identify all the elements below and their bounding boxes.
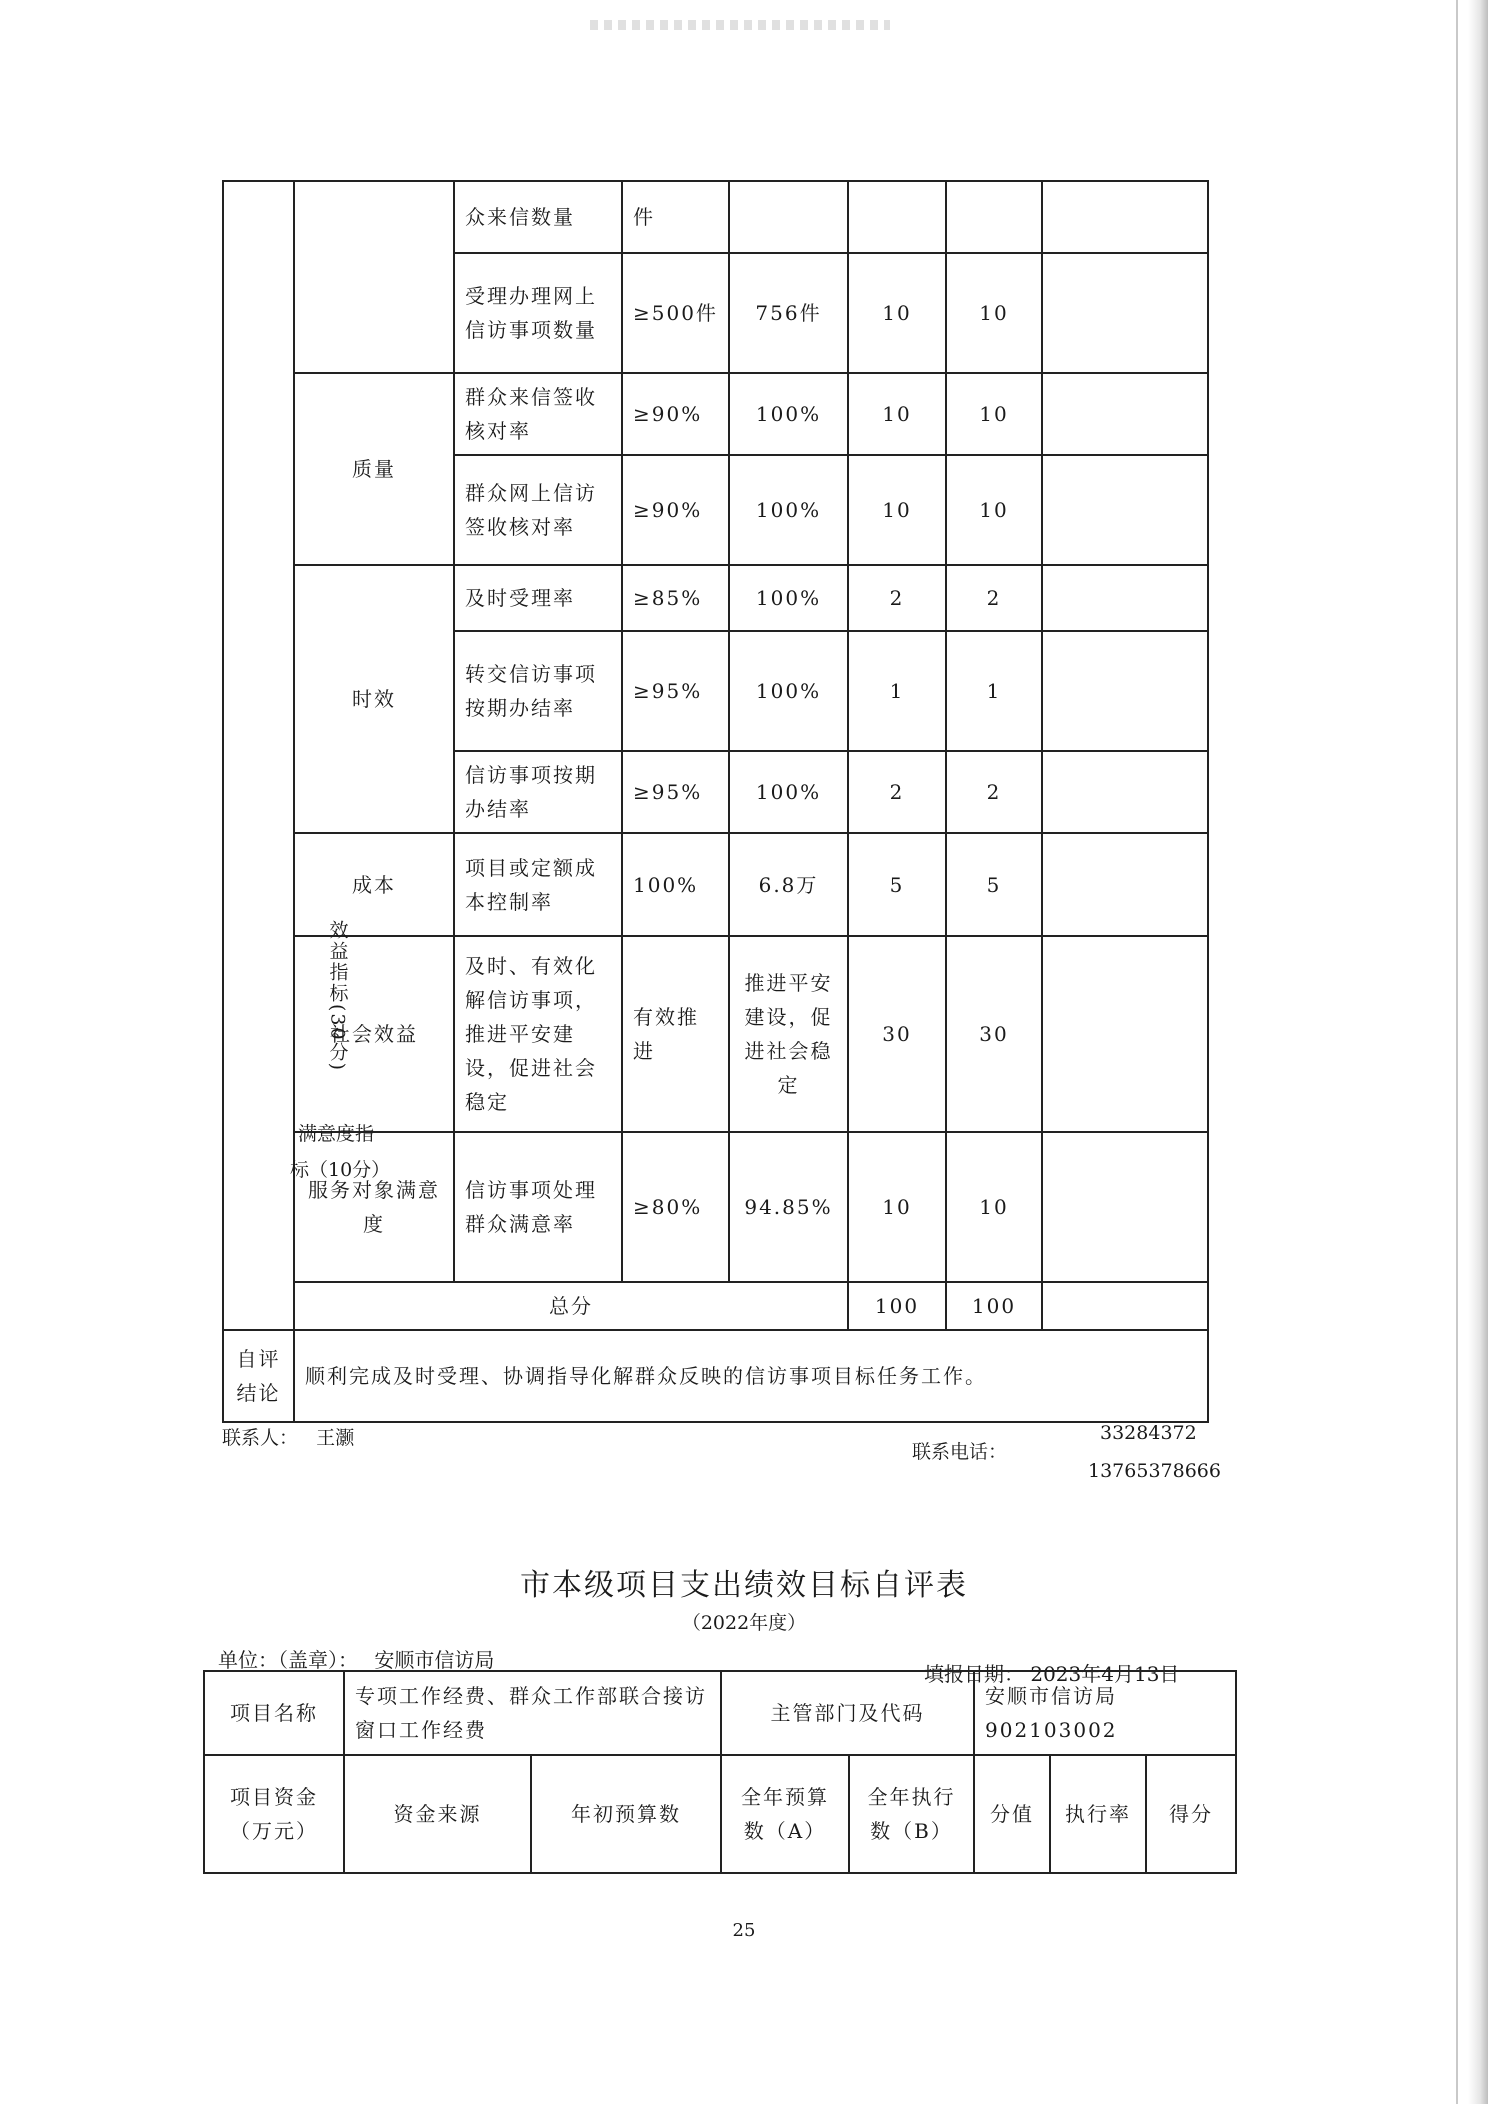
indicator-actual: 100% — [729, 751, 848, 833]
form-unit — [218, 1644, 494, 1673]
indicator-weight: 2 — [848, 565, 946, 631]
indicator-weight — [848, 181, 946, 253]
indicator-name: 转交信访事项按期办结率 — [454, 631, 622, 751]
table-row — [223, 181, 1208, 253]
header-executed: 全年执行数（B） — [849, 1755, 974, 1873]
indicator-remark — [1042, 373, 1208, 455]
indicator-name: 众来信数量 — [454, 181, 622, 253]
form-date-value: 2023年4月13日 — [1030, 1662, 1180, 1686]
dept-code: 902103002 — [985, 1718, 1118, 1742]
indicator-score: 10 — [946, 373, 1042, 455]
fund-label: 项目资金（万元） — [204, 1755, 344, 1873]
contact-person-name: 王灏 — [316, 1427, 355, 1449]
indicator-remark — [1042, 181, 1208, 253]
indicator-target: 100% — [622, 833, 729, 936]
indicator-score — [946, 181, 1042, 253]
indicator-score: 10 — [946, 253, 1042, 373]
indicator-weight: 30 — [848, 936, 946, 1132]
category-social: 社会效益 — [294, 936, 454, 1132]
indicator-actual: 100% — [729, 373, 848, 455]
indicator-actual: 6.8万 — [729, 833, 848, 936]
indicator-remark — [1042, 936, 1208, 1132]
conclusion-row — [223, 1330, 1208, 1422]
table-row — [223, 565, 1208, 631]
scan-edge — [1468, 0, 1488, 2104]
contact-person — [222, 1423, 354, 1450]
indicator-name: 及时受理率 — [454, 565, 622, 631]
indicator-name: 群众网上信访签收核对率 — [454, 455, 622, 565]
category-cell-quantity — [294, 181, 454, 373]
indicator-name: 受理办理网上信访事项数量 — [454, 253, 622, 373]
indicator-table — [222, 180, 1209, 1423]
indicator-target: ≥80% — [622, 1132, 729, 1282]
group-cell-output — [223, 181, 294, 1330]
header-weight: 分值 — [974, 1755, 1050, 1873]
form-year: （2022年度） — [681, 1612, 807, 1634]
indicator-remark — [1042, 833, 1208, 936]
indicator-target: ≥95% — [622, 751, 729, 833]
indicator-score: 10 — [946, 1132, 1042, 1282]
indicator-target: 件 — [622, 181, 729, 253]
project-name-value: 专项工作经费、群众工作部联合接访窗口工作经费 — [344, 1671, 721, 1755]
category-cost: 成本 — [294, 833, 454, 936]
project-table — [203, 1670, 1237, 1874]
total-weight: 100 — [848, 1282, 946, 1330]
indicator-actual: 94.85% — [729, 1132, 848, 1282]
indicator-remark — [1042, 455, 1208, 565]
indicator-remark — [1042, 253, 1208, 373]
form-title: 市本级项目支出绩效目标自评表 — [520, 1568, 968, 1603]
indicator-actual: 推进平安建设，促进社会稳定 — [729, 936, 848, 1132]
indicator-weight: 5 — [848, 833, 946, 936]
table-row — [223, 833, 1208, 936]
indicator-actual: 100% — [729, 455, 848, 565]
category-service: 服务对象满意度 — [294, 1132, 454, 1282]
indicator-score: 2 — [946, 565, 1042, 631]
indicator-name: 信访事项处理群众满意率 — [454, 1132, 622, 1282]
header-initial: 年初预算数 — [531, 1755, 721, 1873]
indicator-target: ≥95% — [622, 631, 729, 751]
table-row — [204, 1755, 1236, 1873]
indicator-target: ≥90% — [622, 373, 729, 455]
header-source: 资金来源 — [344, 1755, 531, 1873]
category-quality: 质量 — [294, 373, 454, 565]
contact-phone-1: 33284372 — [1100, 1422, 1197, 1444]
indicator-remark — [1042, 565, 1208, 631]
indicator-weight: 1 — [848, 631, 946, 751]
indicator-name: 项目或定额成本控制率 — [454, 833, 622, 936]
indicator-weight: 10 — [848, 253, 946, 373]
indicator-score: 5 — [946, 833, 1042, 936]
total-row — [223, 1282, 1208, 1330]
indicator-weight: 10 — [848, 373, 946, 455]
contact-person-label: 联系人： — [222, 1427, 299, 1449]
indicator-remark — [1042, 1132, 1208, 1282]
indicator-name: 及时、有效化解信访事项，推进平安建设，促进社会稳定 — [454, 936, 622, 1132]
form-date-label: 填报日期： — [924, 1662, 1024, 1686]
total-remark — [1042, 1282, 1208, 1330]
indicator-actual: 100% — [729, 565, 848, 631]
table-row — [223, 936, 1208, 1132]
contact-phone-2: 13765378666 — [1088, 1460, 1221, 1482]
indicator-score: 2 — [946, 751, 1042, 833]
form-unit-label: 单位：（盖章）： — [218, 1648, 358, 1672]
dept-label: 主管部门及代码 — [721, 1671, 974, 1755]
indicator-score: 1 — [946, 631, 1042, 751]
indicator-remark — [1042, 751, 1208, 833]
indicator-actual — [729, 181, 848, 253]
indicator-weight: 10 — [848, 1132, 946, 1282]
form-unit-value: 安顺市信访局 — [374, 1648, 495, 1672]
indicator-weight: 10 — [848, 455, 946, 565]
indicator-weight: 2 — [848, 751, 946, 833]
indicator-score: 10 — [946, 455, 1042, 565]
table-row — [223, 373, 1208, 455]
table-row — [204, 1671, 1236, 1755]
scan-edge-line — [1456, 0, 1458, 2104]
total-label: 总分 — [294, 1282, 848, 1330]
page-number: 25 — [732, 1920, 756, 1941]
indicator-target: ≥500件 — [622, 253, 729, 373]
indicator-name: 信访事项按期办结率 — [454, 751, 622, 833]
indicator-remark — [1042, 631, 1208, 751]
dept-value — [974, 1671, 1236, 1755]
scan-artifact — [590, 20, 890, 30]
header-rate: 执行率 — [1050, 1755, 1146, 1873]
indicator-name: 群众来信签收核对率 — [454, 373, 622, 455]
category-timeliness: 时效 — [294, 565, 454, 833]
group-benefit-label: 效益指标(30分) — [326, 920, 349, 1073]
conclusion-label: 自评结论 — [223, 1330, 294, 1422]
indicator-target: ≥90% — [622, 455, 729, 565]
indicator-target: 有效推进 — [622, 936, 729, 1132]
dept-name: 安顺市信访局 — [985, 1684, 1117, 1708]
contact-phone-label: 联系电话： — [912, 1441, 1008, 1463]
group-satisfaction-label: 满意度指标（10分） — [290, 1123, 391, 1181]
project-name-label: 项目名称 — [204, 1671, 344, 1755]
conclusion-text: 顺利完成及时受理、协调指导化解群众反映的信访事项目标任务工作。 — [294, 1330, 1208, 1422]
header-annual: 全年预算数（A） — [721, 1755, 849, 1873]
group-benefit — [314, 920, 362, 1100]
group-satisfaction — [290, 1116, 391, 1188]
indicator-actual: 100% — [729, 631, 848, 751]
header-score: 得分 — [1146, 1755, 1236, 1873]
indicator-actual: 756件 — [729, 253, 848, 373]
indicator-target: ≥85% — [622, 565, 729, 631]
indicator-score: 30 — [946, 936, 1042, 1132]
total-score: 100 — [946, 1282, 1042, 1330]
